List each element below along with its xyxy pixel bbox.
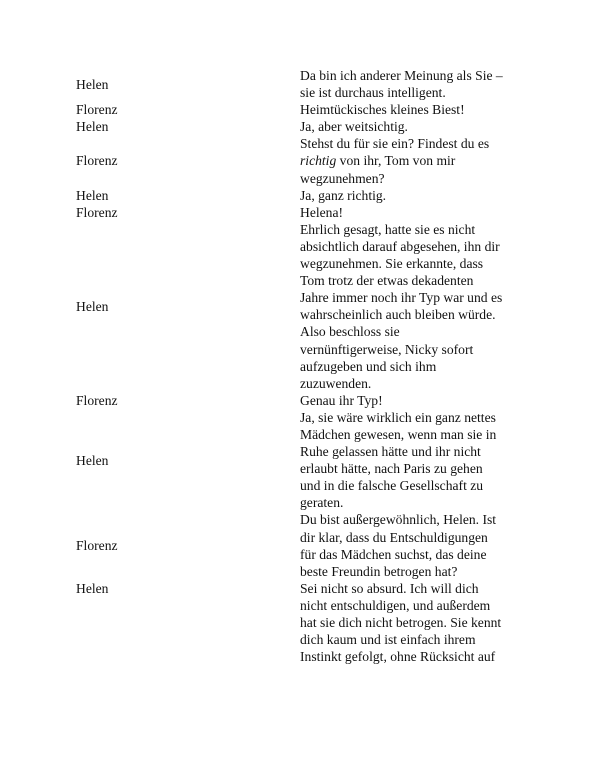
speaker-name: Helen xyxy=(76,298,109,314)
speaker-name: Florenz xyxy=(76,153,118,169)
dialogue-row xyxy=(76,409,546,512)
dialogue-line xyxy=(300,409,546,512)
line-text: Jahre immer noch ihr Typ war und es xyxy=(300,290,503,306)
line-text: Instinkt gefolgt, ohne Rücksicht auf xyxy=(300,649,496,665)
dialogue-row xyxy=(76,392,546,409)
dialogue-line xyxy=(300,580,546,665)
dialogue-line xyxy=(300,101,546,118)
line-text: dich kaum und ist einfach ihrem xyxy=(300,632,476,648)
dialogue-row xyxy=(76,221,546,392)
line-text: absichtlich darauf abgesehen, ihn dir xyxy=(300,238,500,254)
line-text: Mädchen gewesen, wenn man sie in xyxy=(300,426,497,442)
speaker-name: Florenz xyxy=(76,538,118,554)
line-text: von ihr, Tom von mir xyxy=(336,153,456,169)
line-text: aufzugeben und sich ihm xyxy=(300,358,437,374)
dialogue-line xyxy=(300,135,546,186)
line-text: wegzunehmen? xyxy=(300,170,385,186)
dialogue-line xyxy=(300,221,546,392)
dialogue-row xyxy=(76,204,546,221)
line-text: Sei nicht so absurd. Ich will dich xyxy=(300,580,479,596)
speaker-name: Helen xyxy=(76,580,109,596)
line-text: Ruhe gelassen hätte und ihr nicht xyxy=(300,444,481,460)
speaker-name: Florenz xyxy=(76,204,118,220)
line-text: nicht entschuldigen, und außerdem xyxy=(300,597,491,613)
line-text: für das Mädchen suchst, das deine xyxy=(300,546,487,562)
line-text: Genau ihr Typ! xyxy=(300,392,383,408)
line-text: Tom trotz der etwas dekadenten xyxy=(300,273,474,289)
line-text: Ehrlich gesagt, hatte sie es nicht xyxy=(300,221,476,237)
dialogue-line xyxy=(300,187,546,204)
dialogue-line xyxy=(300,67,546,101)
line-text: Ja, sie wäre wirklich ein ganz nettes xyxy=(300,409,496,425)
dialogue-row xyxy=(76,511,546,579)
line-text: Stehst du für sie ein? Findest du es xyxy=(300,136,490,152)
line-text: dir klar, dass du Entschuldigungen xyxy=(300,529,488,545)
line-text: Du bist außergewöhnlich, Helen. Ist xyxy=(300,512,497,528)
line-text: Helena! xyxy=(300,204,344,220)
line-text: vernünftigerweise, Nicky sofort xyxy=(300,341,474,357)
dialogue-row xyxy=(76,67,546,101)
line-text: beste Freundin betrogen hat? xyxy=(300,563,458,579)
line-text: zuzuwenden. xyxy=(300,375,372,391)
line-text: Heimtückisches kleines Biest! xyxy=(300,102,465,118)
dialogue-row xyxy=(76,135,546,186)
dialogue-row xyxy=(76,101,546,118)
speaker-name: Helen xyxy=(76,76,109,92)
speaker-name: Florenz xyxy=(76,102,118,118)
line-text: geraten. xyxy=(300,495,344,511)
line-text: wegzunehmen. Sie erkannte, dass xyxy=(300,256,484,272)
speaker-name: Florenz xyxy=(76,392,118,408)
dialogue-table xyxy=(76,67,546,665)
line-text: erlaubt hätte, nach Paris zu gehen xyxy=(300,461,483,477)
speaker-name: Helen xyxy=(76,119,109,135)
dialogue-line xyxy=(300,511,546,579)
dialogue-line xyxy=(300,118,546,135)
dialogue-row xyxy=(76,580,546,665)
line-text: Ja, aber weitsichtig. xyxy=(300,119,408,135)
line-text: Ja, ganz richtig. xyxy=(300,187,387,203)
dialogue-line xyxy=(300,204,546,221)
dialogue-row xyxy=(76,187,546,204)
line-text: wahrscheinlich auch bleiben würde. xyxy=(300,307,496,323)
line-text: Also beschloss sie xyxy=(300,324,400,340)
line-text: Da bin ich anderer Meinung als Sie – xyxy=(300,68,503,83)
emphasized-word: richtig xyxy=(300,153,337,169)
dialogue-row xyxy=(76,118,546,135)
dialogue-line xyxy=(300,392,546,409)
line-text: hat sie dich nicht betrogen. Sie kennt xyxy=(300,615,502,630)
line-text: sie ist durchaus intelligent. xyxy=(300,85,446,101)
line-text: und in die falsche Gesellschaft zu xyxy=(300,478,484,494)
speaker-name: Helen xyxy=(76,452,109,468)
speaker-name: Helen xyxy=(76,187,109,203)
